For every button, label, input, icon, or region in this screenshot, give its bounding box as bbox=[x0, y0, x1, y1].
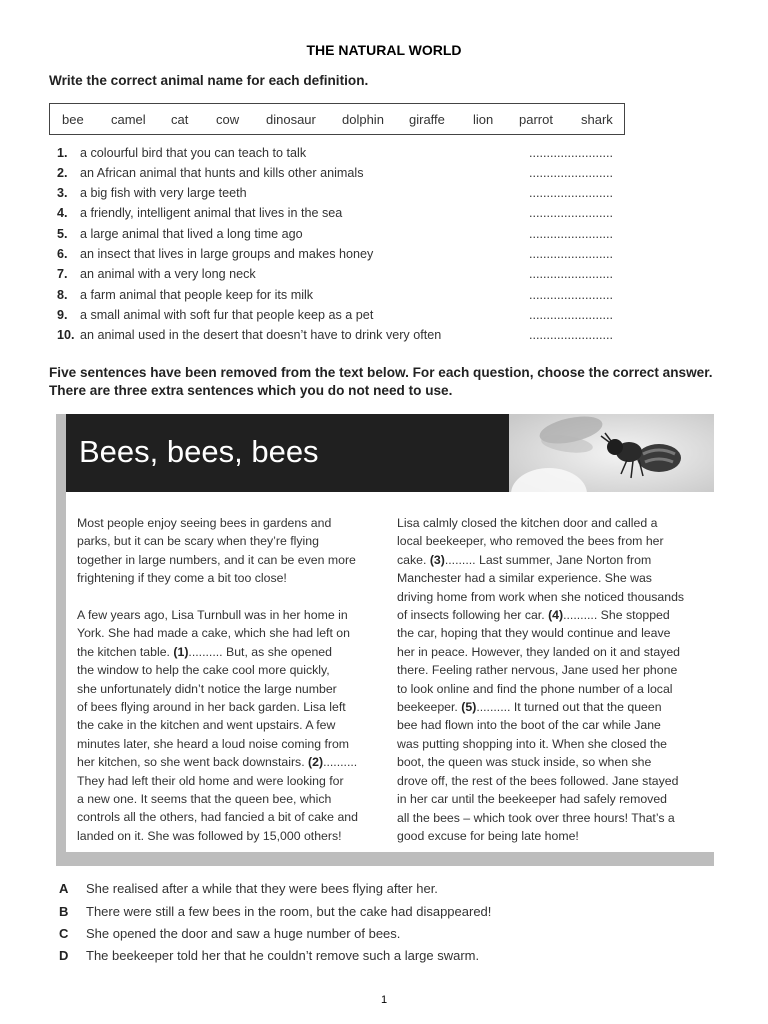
answer-blank[interactable]: ........................ bbox=[529, 247, 613, 261]
option-text: There were still a few bees in the room, but the cake had disappeared! bbox=[86, 904, 492, 919]
definition-number: 10. bbox=[57, 328, 75, 342]
definition-text: a large animal that lived a long time ago bbox=[80, 227, 303, 241]
word-bank-item: lion bbox=[473, 112, 494, 127]
definition-row bbox=[57, 308, 627, 328]
word-bank-item: cat bbox=[171, 112, 189, 127]
bee-photo bbox=[509, 414, 714, 492]
gap-marker[interactable]: (4) bbox=[548, 608, 564, 623]
article-paragraph: Lisa calmly closed the kitchen door and called a local beekeeper, who removed the bees from her cake. (3)......... Last summer, Jane Norton from Manchester had a similar experience. She was driving home from work when she noticed thousands of insects following her car. (4).......... She stopped the car, hoping that they would continue and leave her in peace. However, they landed on it and stayed there. Feeling rather nervous, Jane used her phone to look online and find the phone number of a local beekeeper. (5).......... It turned out that the queen bee had flown into the boot of the car while Jane was putting shopping into it. When she closed the boot, the queen was stuck inside, so when she drove off, the rest of the bees followed. Jane stayed in her car until the beekeeper had safely removed all the bees – which took over three hours! That’s a good excuse for being late home! bbox=[397, 516, 685, 843]
word-bank-item: giraffe bbox=[409, 112, 445, 127]
gap-marker[interactable]: (1) bbox=[173, 644, 189, 659]
definition-number: 9. bbox=[57, 308, 68, 322]
page-title: THE NATURAL WORLD bbox=[306, 42, 462, 58]
word-bank-item: camel bbox=[111, 112, 146, 127]
definition-row bbox=[57, 328, 627, 348]
option-text: She realised after a while that they were bees flying after her. bbox=[86, 881, 438, 896]
answer-blank[interactable]: ........................ bbox=[529, 206, 613, 220]
word-bank-item: parrot bbox=[519, 112, 553, 127]
gap-marker[interactable]: (2) bbox=[308, 755, 324, 770]
answer-blank[interactable]: ........................ bbox=[529, 186, 613, 200]
article-header bbox=[66, 414, 509, 492]
answer-blank[interactable]: ........................ bbox=[529, 166, 613, 180]
article-panel bbox=[56, 414, 714, 866]
definition-row bbox=[57, 227, 627, 247]
answer-blank[interactable]: ........................ bbox=[529, 308, 613, 322]
answer-blank[interactable]: ........................ bbox=[529, 227, 613, 241]
word-bank-item: dinosaur bbox=[266, 112, 316, 127]
definition-number: 1. bbox=[57, 146, 68, 160]
definition-number: 6. bbox=[57, 247, 68, 261]
answer-blank[interactable]: ........................ bbox=[529, 328, 613, 342]
answer-blank[interactable]: ........................ bbox=[529, 267, 613, 281]
article-body bbox=[66, 492, 714, 852]
gap-marker[interactable]: (5) bbox=[461, 700, 477, 715]
word-bank-item: dolphin bbox=[342, 112, 384, 127]
option-text: The beekeeper told her that he couldn’t remove such a large swarm. bbox=[86, 948, 480, 963]
definition-row bbox=[57, 206, 627, 226]
definition-text: a farm animal that people keep for its milk bbox=[80, 288, 314, 302]
definition-text: an African animal that hunts and kills other animals bbox=[80, 166, 364, 180]
article-column-right bbox=[397, 514, 707, 864]
definition-row bbox=[57, 146, 627, 166]
article-column-left bbox=[77, 514, 383, 864]
definition-number: 2. bbox=[57, 166, 68, 180]
definition-row bbox=[57, 288, 627, 308]
definition-text: a friendly, intelligent animal that lives in the sea bbox=[80, 206, 343, 220]
word-bank-item: bee bbox=[62, 112, 84, 127]
definition-number: 3. bbox=[57, 186, 68, 200]
bee-icon bbox=[509, 414, 714, 492]
definition-text: an insect that lives in large groups and makes honey bbox=[80, 247, 374, 261]
definition-text: an animal used in the desert that doesn’t have to drink very often bbox=[80, 328, 442, 342]
definition-text: a colourful bird that you can teach to talk bbox=[80, 146, 307, 160]
definition-text: an animal with a very long neck bbox=[80, 267, 256, 281]
article-paragraph: Most people enjoy seeing bees in gardens and parks, but it can be scary when they’re flying together in large numbers, and it can be even more frightening if they come a bit too close! bbox=[77, 516, 356, 586]
definition-number: 5. bbox=[57, 227, 68, 241]
instructions-word-definitions: Write the correct animal name for each definition. bbox=[49, 73, 369, 88]
gap-marker[interactable]: (3) bbox=[429, 552, 445, 567]
article-title: Bees, bees, bees bbox=[79, 434, 319, 469]
definition-row bbox=[57, 186, 627, 206]
definition-number: 8. bbox=[57, 288, 68, 302]
word-bank-item: cow bbox=[216, 112, 240, 127]
instructions-gapped-text: Five sentences have been removed from the text below. For each question, choose the correct answer. There are three extra sentences which you do not need to use. bbox=[49, 365, 713, 398]
option-text: She opened the door and saw a huge number of bees. bbox=[86, 926, 401, 941]
option-letter: A bbox=[59, 881, 69, 896]
article-paragraph: A few years ago, Lisa Turnbull was in her home in York. She had made a cake, which she had left on the kitchen table. (1).......... But, as she opened the window to help the cake cool more quickly, she unfortunately didn’t notice the large number of bees flying around in her back garden. Lisa left the cake in the kitchen and went upstairs. A few minutes later, she heard a loud noise coming from her kitchen, so she went back downstairs. (2).......... They had left their old home and were looking for a new one. It seems that the queen bee, which controls all the others, had fancied a bit of cake and landed on it. She was followed by 15,000 others! bbox=[77, 608, 358, 843]
answer-blank[interactable]: ........................ bbox=[529, 288, 613, 302]
definition-row bbox=[57, 166, 627, 186]
page-number: 1 bbox=[380, 994, 388, 1006]
word-bank-item: shark bbox=[581, 112, 613, 127]
word-bank bbox=[49, 103, 625, 135]
answer-blank[interactable]: ........................ bbox=[529, 146, 613, 160]
definition-text: a big fish with very large teeth bbox=[80, 186, 247, 200]
definition-number: 4. bbox=[57, 206, 68, 220]
definition-row bbox=[57, 247, 627, 267]
option-letter: D bbox=[59, 948, 69, 963]
definition-text: a small animal with soft fur that people keep as a pet bbox=[80, 308, 374, 322]
option-letter: B bbox=[59, 904, 69, 919]
definition-number: 7. bbox=[57, 267, 68, 281]
definition-row bbox=[57, 267, 627, 287]
option-letter: C bbox=[59, 926, 69, 941]
